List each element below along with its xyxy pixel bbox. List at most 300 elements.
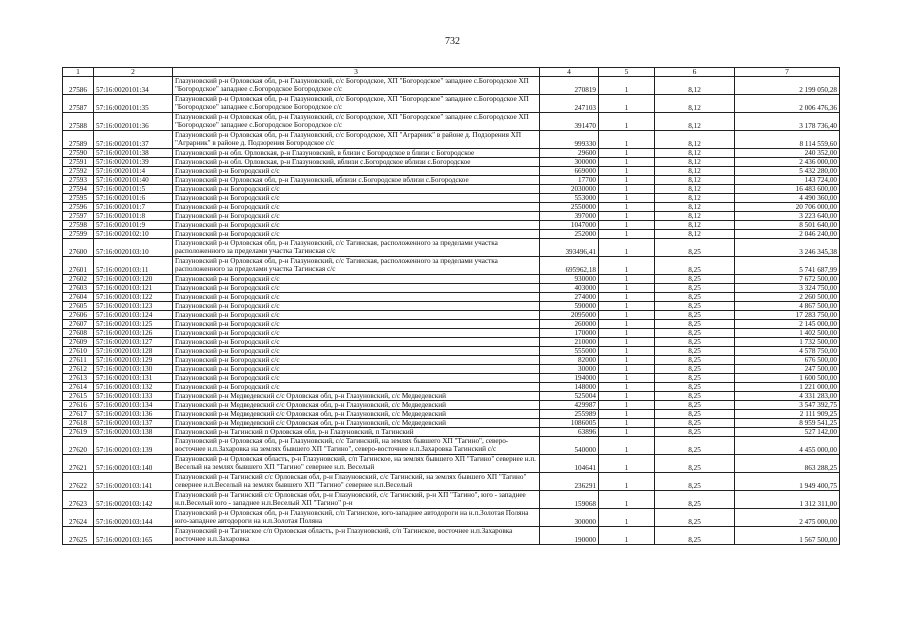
table-row	[63, 293, 840, 302]
table-row	[63, 221, 840, 230]
coefficient-cell: 1	[599, 131, 655, 149]
table-row	[63, 491, 840, 509]
coefficient-cell: 1	[599, 77, 655, 95]
location-description-cell: Глазуновский р-н Орловская область, р-н Глазуновский, с/п Тагинское, на землях бывшего ХП "Тагино" севернее н.п. Веселый на землях бывшего ХП "Тагино" севернее н.п. Веселый	[173, 455, 540, 473]
table-row	[63, 239, 840, 257]
rate-cell: 8,12	[655, 212, 735, 221]
row-number-cell: 27603	[63, 284, 94, 293]
area-cell: 669000	[540, 167, 599, 176]
rate-cell: 8,12	[655, 149, 735, 158]
area-cell: 104641	[540, 455, 599, 473]
cadastral-value-cell: 3 178 736,40	[735, 113, 840, 131]
cadastral-number-cell: 57:16:0020103:125	[94, 320, 173, 329]
cadastral-number-cell: 57:16:0020103:136	[94, 410, 173, 419]
row-number-cell: 27607	[63, 320, 94, 329]
table-row	[63, 95, 840, 113]
rate-cell: 8,12	[655, 230, 735, 239]
rate-cell: 8,25	[655, 302, 735, 311]
cadastral-number-cell: 57:16:0020103:11	[94, 257, 173, 275]
row-number-cell: 27617	[63, 410, 94, 419]
row-number-cell: 27606	[63, 311, 94, 320]
location-description-cell: Глазуновский р-н Богородский с/с	[173, 284, 540, 293]
cadastral-value-cell: 2 436 000,00	[735, 158, 840, 167]
cadastral-number-cell: 57:16:0020103:141	[94, 473, 173, 491]
column-header-2: 2	[94, 68, 173, 77]
cadastral-number-cell: 57:16:0020101:35	[94, 95, 173, 113]
cadastral-value-cell: 1 732 500,00	[735, 338, 840, 347]
area-cell: 393496,41	[540, 239, 599, 257]
table-row	[63, 302, 840, 311]
location-description-cell: Глазуновский р-н Богородский с/с	[173, 311, 540, 320]
row-number-cell: 27611	[63, 356, 94, 365]
rate-cell: 8,25	[655, 527, 735, 545]
location-description-cell: Глазуновский р-н Богородский с/с	[173, 203, 540, 212]
rate-cell: 8,25	[655, 338, 735, 347]
table-row	[63, 131, 840, 149]
area-cell: 260000	[540, 320, 599, 329]
coefficient-cell: 1	[599, 473, 655, 491]
location-description-cell: Глазуновский р-н Богородский с/с	[173, 329, 540, 338]
coefficient-cell: 1	[599, 293, 655, 302]
location-description-cell: Глазуновский р-н Тагинский п Орловская обл, р-н Глазуновский, п Тагинский	[173, 428, 540, 437]
rate-cell: 8,12	[655, 221, 735, 230]
location-description-cell: Глазуновский р-н Богородский с/с	[173, 212, 540, 221]
location-description-cell: Глазуновский р-н Тагинский с/с Орловская обл, р-н Глазуновский, с/с Тагинский, р-н ХП "Тагино", юго - западнее н.п.Веселый юго - западнее н.п.Веселый ХП "Тагино" р-н	[173, 491, 540, 509]
cadastral-value-cell: 8 959 541,25	[735, 419, 840, 428]
table-row	[63, 365, 840, 374]
column-header-6: 6	[655, 68, 735, 77]
cadastral-value-cell: 20 706 000,00	[735, 203, 840, 212]
table-row	[63, 392, 840, 401]
location-description-cell: Глазуновский р-н Медведевский с/с Орловская обл, р-н Глазуновский, с/с Медведевский	[173, 419, 540, 428]
coefficient-cell: 1	[599, 167, 655, 176]
row-number-cell: 27615	[63, 392, 94, 401]
cadastral-value-cell: 2 111 909,25	[735, 410, 840, 419]
rate-cell: 8,12	[655, 158, 735, 167]
cadastral-number-cell: 57:16:0020103:127	[94, 338, 173, 347]
cadastral-number-cell: 57:16:0020101:6	[94, 194, 173, 203]
area-cell: 397000	[540, 212, 599, 221]
row-number-cell: 27608	[63, 329, 94, 338]
location-description-cell: Глазуновский р-н Богородский с/с	[173, 347, 540, 356]
row-number-cell: 27587	[63, 95, 94, 113]
cadastral-value-cell: 3 547 392,75	[735, 401, 840, 410]
rate-cell: 8,25	[655, 257, 735, 275]
table-row	[63, 383, 840, 392]
cadastral-value-cell: 1 312 311,00	[735, 491, 840, 509]
table-row	[63, 401, 840, 410]
area-cell: 159068	[540, 491, 599, 509]
area-cell: 236291	[540, 473, 599, 491]
row-number-cell: 27596	[63, 203, 94, 212]
area-cell: 999330	[540, 131, 599, 149]
column-header-5: 5	[599, 68, 655, 77]
row-number-cell: 27619	[63, 428, 94, 437]
cadastral-number-cell: 57:16:0020101:39	[94, 158, 173, 167]
coefficient-cell: 1	[599, 149, 655, 158]
area-cell: 1086005	[540, 419, 599, 428]
coefficient-cell: 1	[599, 347, 655, 356]
coefficient-cell: 1	[599, 383, 655, 392]
cadastral-value-cell: 2 260 500,00	[735, 293, 840, 302]
cadastral-number-cell: 57:16:0020101:8	[94, 212, 173, 221]
cadastral-value-cell: 16 483 600,00	[735, 185, 840, 194]
coefficient-cell: 1	[599, 230, 655, 239]
cadastral-value-cell: 2 199 050,28	[735, 77, 840, 95]
row-number-cell: 27625	[63, 527, 94, 545]
location-description-cell: Глазуновский р-н Тагинское с/п Орловская область, р-н Глазуновский, с/п Тагинское, восточнее н.п.Захаровка восточнее н.п.Захаровка	[173, 527, 540, 545]
coefficient-cell: 1	[599, 356, 655, 365]
rate-cell: 8,25	[655, 293, 735, 302]
cadastral-value-cell: 1 949 400,75	[735, 473, 840, 491]
area-cell: 247103	[540, 95, 599, 113]
cadastral-number-cell: 57:16:0020103:121	[94, 284, 173, 293]
table-row	[63, 275, 840, 284]
area-cell: 1047000	[540, 221, 599, 230]
coefficient-cell: 1	[599, 527, 655, 545]
cadastral-value-cell: 1 221 000,00	[735, 383, 840, 392]
rate-cell: 8,12	[655, 176, 735, 185]
cadastral-number-cell: 57:16:0020101:5	[94, 185, 173, 194]
cadastral-number-cell: 57:16:0020103:144	[94, 509, 173, 527]
rate-cell: 8,12	[655, 167, 735, 176]
row-number-cell: 27614	[63, 383, 94, 392]
rate-cell: 8,25	[655, 347, 735, 356]
location-description-cell: Глазуновский р-н Орловская обл, р-н Глазуновский, с/с Богородское, ХП "Богородское" западнее с.Богородское ХП "Богородское" западнее с.Богородское Богородское с/с	[173, 113, 540, 131]
coefficient-cell: 1	[599, 275, 655, 284]
table-row	[63, 158, 840, 167]
cadastral-value-cell: 3 223 640,00	[735, 212, 840, 221]
location-description-cell: Глазуновский р-н Богородский с/с	[173, 365, 540, 374]
area-cell: 194000	[540, 374, 599, 383]
cadastral-value-cell: 7 672 500,00	[735, 275, 840, 284]
area-cell: 300000	[540, 509, 599, 527]
coefficient-cell: 1	[599, 320, 655, 329]
cadastral-value-cell: 2 475 000,00	[735, 509, 840, 527]
row-number-cell: 27605	[63, 302, 94, 311]
land-parcel-table	[62, 67, 840, 545]
row-number-cell: 27609	[63, 338, 94, 347]
cadastral-value-cell: 4 867 500,00	[735, 302, 840, 311]
cadastral-value-cell: 8 114 559,60	[735, 131, 840, 149]
table-row	[63, 176, 840, 185]
cadastral-value-cell: 4 490 360,00	[735, 194, 840, 203]
column-header-4: 4	[540, 68, 599, 77]
location-description-cell: Глазуновский р-н Медведевский с/с Орловская обл, р-н Глазуновский, с/с Медведевский	[173, 410, 540, 419]
area-cell: 555000	[540, 347, 599, 356]
cadastral-value-cell: 247 500,00	[735, 365, 840, 374]
table-row	[63, 311, 840, 320]
location-description-cell: Глазуновский р-н Богородский с/с	[173, 293, 540, 302]
cadastral-value-cell: 2 046 240,00	[735, 230, 840, 239]
cadastral-number-cell: 57:16:0020103:132	[94, 383, 173, 392]
coefficient-cell: 1	[599, 185, 655, 194]
row-number-cell: 27600	[63, 239, 94, 257]
location-description-cell: Глазуновский р-н Богородский с/с	[173, 338, 540, 347]
cadastral-number-cell: 57:16:0020103:129	[94, 356, 173, 365]
rate-cell: 8,25	[655, 320, 735, 329]
table-row	[63, 77, 840, 95]
cadastral-value-cell: 240 352,00	[735, 149, 840, 158]
area-cell: 252000	[540, 230, 599, 239]
coefficient-cell: 1	[599, 509, 655, 527]
location-description-cell: Глазуновский р-н Орловская обл, р-н Глазуновский, с/с Богородское, ХП "Богородское" западнее с.Богородское ХП "Богородское" западнее с.Богородское Богородское с/с	[173, 95, 540, 113]
area-cell: 170000	[540, 329, 599, 338]
cadastral-number-cell: 57:16:0020101:34	[94, 77, 173, 95]
row-number-cell: 27598	[63, 221, 94, 230]
cadastral-value-cell: 1 402 500,00	[735, 329, 840, 338]
row-number-cell: 27592	[63, 167, 94, 176]
row-number-cell: 27594	[63, 185, 94, 194]
row-number-cell: 27622	[63, 473, 94, 491]
row-number-cell: 27588	[63, 113, 94, 131]
table-row	[63, 527, 840, 545]
cadastral-value-cell: 17 283 750,00	[735, 311, 840, 320]
row-number-cell: 27601	[63, 257, 94, 275]
cadastral-value-cell: 2 006 476,36	[735, 95, 840, 113]
location-description-cell: Глазуновский р-н Орловская обл, р-н Глазуновский, с/п Тагинское, юго-западнее автодороги на н.п.Золотая Поляна юго-западнее автодороги на н.п.Золотая Поляна	[173, 509, 540, 527]
coefficient-cell: 1	[599, 455, 655, 473]
cadastral-value-cell: 4 455 000,00	[735, 437, 840, 455]
rate-cell: 8,25	[655, 437, 735, 455]
cadastral-number-cell: 57:16:0020103:10	[94, 239, 173, 257]
rate-cell: 8,25	[655, 383, 735, 392]
table-row	[63, 167, 840, 176]
rate-cell: 8,25	[655, 365, 735, 374]
coefficient-cell: 1	[599, 392, 655, 401]
cadastral-number-cell: 57:16:0020103:134	[94, 401, 173, 410]
cadastral-number-cell: 57:16:0020103:139	[94, 437, 173, 455]
table-row	[63, 374, 840, 383]
rate-cell: 8,12	[655, 95, 735, 113]
cadastral-number-cell: 57:16:0020103:123	[94, 302, 173, 311]
row-number-cell: 27620	[63, 437, 94, 455]
area-cell: 391470	[540, 113, 599, 131]
coefficient-cell: 1	[599, 284, 655, 293]
table-row	[63, 356, 840, 365]
table-row	[63, 473, 840, 491]
location-description-cell: Глазуновский р-н Богородский с/с	[173, 194, 540, 203]
coefficient-cell: 1	[599, 221, 655, 230]
rate-cell: 8,25	[655, 455, 735, 473]
cadastral-value-cell: 143 724,00	[735, 176, 840, 185]
cadastral-number-cell: 57:16:0020103:126	[94, 329, 173, 338]
cadastral-value-cell: 527 142,00	[735, 428, 840, 437]
row-number-cell: 27610	[63, 347, 94, 356]
area-cell: 63896	[540, 428, 599, 437]
row-number-cell: 27602	[63, 275, 94, 284]
rate-cell: 8,25	[655, 275, 735, 284]
location-description-cell: Глазуновский р-н Богородский с/с	[173, 221, 540, 230]
cadastral-value-cell: 8 501 640,00	[735, 221, 840, 230]
table-row	[63, 203, 840, 212]
area-cell: 274000	[540, 293, 599, 302]
rate-cell: 8,25	[655, 374, 735, 383]
table-row	[63, 185, 840, 194]
location-description-cell: Глазуновский р-н Богородский с/с	[173, 302, 540, 311]
coefficient-cell: 1	[599, 365, 655, 374]
cadastral-number-cell: 57:16:0020103:133	[94, 392, 173, 401]
table-row	[63, 338, 840, 347]
location-description-cell: Глазуновский р-н Орловская обл, р-н Глазуновский, с/с Богородское, ХП "Богородское" западнее с.Богородское ХП "Богородское" западнее с.Богородское Богородское с/с	[173, 77, 540, 95]
area-cell: 590000	[540, 302, 599, 311]
area-cell: 2550000	[540, 203, 599, 212]
area-cell: 29600	[540, 149, 599, 158]
rate-cell: 8,25	[655, 329, 735, 338]
coefficient-cell: 1	[599, 203, 655, 212]
location-description-cell: Глазуновский р-н Богородский с/с	[173, 230, 540, 239]
location-description-cell: Глазуновский р-н Орловская обл, р-н Глазуновский, с/с Тагинский, на землях бывшего ХП "Тагино", северо-восточнее н.п.Захаровка на землях бывшего ХП "Тагино", северо-восточнее н.п.Захаровка Тагинский с/с	[173, 437, 540, 455]
cadastral-number-cell: 57:16:0020103:140	[94, 455, 173, 473]
table-row	[63, 230, 840, 239]
coefficient-cell: 1	[599, 338, 655, 347]
row-number-cell: 27595	[63, 194, 94, 203]
coefficient-cell: 1	[599, 410, 655, 419]
location-description-cell: Глазуновский р-н Богородский с/с	[173, 185, 540, 194]
location-description-cell: Глазуновский р-н Орловская обл, р-н Глазуновский, с/с Тагинская, расположенного за пределами участка расположенного за пределами участка Тагинская с/с	[173, 257, 540, 275]
rate-cell: 8,25	[655, 509, 735, 527]
area-cell: 255989	[540, 410, 599, 419]
rate-cell: 8,25	[655, 419, 735, 428]
cadastral-number-cell: 57:16:0020101:7	[94, 203, 173, 212]
location-description-cell: Глазуновский р-н Богородский с/с	[173, 374, 540, 383]
cadastral-number-cell: 57:16:0020101:38	[94, 149, 173, 158]
rate-cell: 8,12	[655, 203, 735, 212]
location-description-cell: Глазуновский р-н Богородский с/с	[173, 383, 540, 392]
cadastral-number-cell: 57:16:0020101:9	[94, 221, 173, 230]
column-header-7: 7	[735, 68, 840, 77]
coefficient-cell: 1	[599, 239, 655, 257]
cadastral-number-cell: 57:16:0020101:37	[94, 131, 173, 149]
coefficient-cell: 1	[599, 419, 655, 428]
rate-cell: 8,25	[655, 401, 735, 410]
cadastral-number-cell: 57:16:0020102:10	[94, 230, 173, 239]
rate-cell: 8,25	[655, 239, 735, 257]
rate-cell: 8,25	[655, 428, 735, 437]
area-cell: 17700	[540, 176, 599, 185]
area-cell: 553000	[540, 194, 599, 203]
coefficient-cell: 1	[599, 212, 655, 221]
area-cell: 695962,18	[540, 257, 599, 275]
table-header-row	[63, 68, 840, 77]
location-description-cell: Глазуновский р-н Богородский с/с	[173, 320, 540, 329]
coefficient-cell: 1	[599, 329, 655, 338]
table-row	[63, 419, 840, 428]
cadastral-number-cell: 57:16:0020103:165	[94, 527, 173, 545]
cadastral-number-cell: 57:16:0020103:124	[94, 311, 173, 320]
location-description-cell: Глазуновский р-н Орловская обл, р-н Глазуновский, вблизи с.Богородское вблизи с.Богородское	[173, 176, 540, 185]
cadastral-number-cell: 57:16:0020103:131	[94, 374, 173, 383]
location-description-cell: Глазуновский р-н Тагинский с/с Орловская обл, р-н Глазуновский, с/с Тагинский, на землях бывшего ХП "Тагино" севернее н.п.Веселый на землях бывшего ХП "Тагино" севернее н.п.Веселый	[173, 473, 540, 491]
cadastral-value-cell: 1 600 500,00	[735, 374, 840, 383]
cadastral-value-cell: 2 145 000,00	[735, 320, 840, 329]
row-number-cell: 27589	[63, 131, 94, 149]
area-cell: 82000	[540, 356, 599, 365]
area-cell: 300000	[540, 158, 599, 167]
cadastral-value-cell: 3 324 750,00	[735, 284, 840, 293]
cadastral-number-cell: 57:16:0020103:122	[94, 293, 173, 302]
rate-cell: 8,25	[655, 356, 735, 365]
coefficient-cell: 1	[599, 194, 655, 203]
coefficient-cell: 1	[599, 491, 655, 509]
cadastral-number-cell: 57:16:0020103:120	[94, 275, 173, 284]
location-description-cell: Глазуновский р-н Медведевский с/с Орловская обл, р-н Глазуновский, с/с Медведевский	[173, 392, 540, 401]
cadastral-number-cell: 57:16:0020103:137	[94, 419, 173, 428]
rate-cell: 8,25	[655, 473, 735, 491]
location-description-cell: Глазуновский р-н Орловская обл, р-н Глазуновский, с/с Тагинская, расположенного за пределами участка расположенного за пределами участка Тагинская с/с	[173, 239, 540, 257]
cadastral-number-cell: 57:16:0020103:138	[94, 428, 173, 437]
table-row	[63, 455, 840, 473]
table-row	[63, 194, 840, 203]
rate-cell: 8,12	[655, 113, 735, 131]
table-row	[63, 149, 840, 158]
cadastral-value-cell: 5 432 280,00	[735, 167, 840, 176]
location-description-cell: Глазуновский р-н Орловская обл, р-н Глазуновский, с/с Богородское, ХП "Аграрник" в районе д. Подзорения ХП "Аграрник" в районе д. Подзорения Богородское с/с	[173, 131, 540, 149]
row-number-cell: 27618	[63, 419, 94, 428]
coefficient-cell: 1	[599, 401, 655, 410]
rate-cell: 8,25	[655, 311, 735, 320]
location-description-cell: Глазуновский р-н обл. Орловская, р-н Глазуновский, вблизи с.Богородское вблизи с.Богородское	[173, 158, 540, 167]
cadastral-value-cell: 3 246 345,38	[735, 239, 840, 257]
table-body	[63, 68, 840, 545]
row-number-cell: 27591	[63, 158, 94, 167]
coefficient-cell: 1	[599, 302, 655, 311]
table-row	[63, 113, 840, 131]
row-number-cell: 27616	[63, 401, 94, 410]
table-row	[63, 320, 840, 329]
table-row	[63, 509, 840, 527]
area-cell: 190000	[540, 527, 599, 545]
area-cell: 2095000	[540, 311, 599, 320]
table-row	[63, 428, 840, 437]
coefficient-cell: 1	[599, 374, 655, 383]
coefficient-cell: 1	[599, 113, 655, 131]
table-row	[63, 329, 840, 338]
cadastral-number-cell: 57:16:0020101:36	[94, 113, 173, 131]
cadastral-number-cell: 57:16:0020103:128	[94, 347, 173, 356]
rate-cell: 8,12	[655, 77, 735, 95]
row-number-cell: 27623	[63, 491, 94, 509]
row-number-cell: 27593	[63, 176, 94, 185]
table-row	[63, 437, 840, 455]
rate-cell: 8,12	[655, 185, 735, 194]
area-cell: 2030000	[540, 185, 599, 194]
area-cell: 148000	[540, 383, 599, 392]
cadastral-number-cell: 57:16:0020101:40	[94, 176, 173, 185]
table-row	[63, 284, 840, 293]
row-number-cell: 27599	[63, 230, 94, 239]
row-number-cell: 27621	[63, 455, 94, 473]
rate-cell: 8,25	[655, 410, 735, 419]
coefficient-cell: 1	[599, 437, 655, 455]
rate-cell: 8,25	[655, 284, 735, 293]
cadastral-value-cell: 863 288,25	[735, 455, 840, 473]
page-number: 732	[445, 36, 460, 47]
cadastral-value-cell: 4 578 750,00	[735, 347, 840, 356]
row-number-cell: 27604	[63, 293, 94, 302]
area-cell: 210000	[540, 338, 599, 347]
location-description-cell: Глазуновский р-н Богородский с/с	[173, 356, 540, 365]
rate-cell: 8,25	[655, 392, 735, 401]
coefficient-cell: 1	[599, 428, 655, 437]
area-cell: 30000	[540, 365, 599, 374]
table-row	[63, 257, 840, 275]
row-number-cell: 27624	[63, 509, 94, 527]
rate-cell: 8,12	[655, 194, 735, 203]
cadastral-value-cell: 676 500,00	[735, 356, 840, 365]
coefficient-cell: 1	[599, 176, 655, 185]
rate-cell: 8,12	[655, 131, 735, 149]
